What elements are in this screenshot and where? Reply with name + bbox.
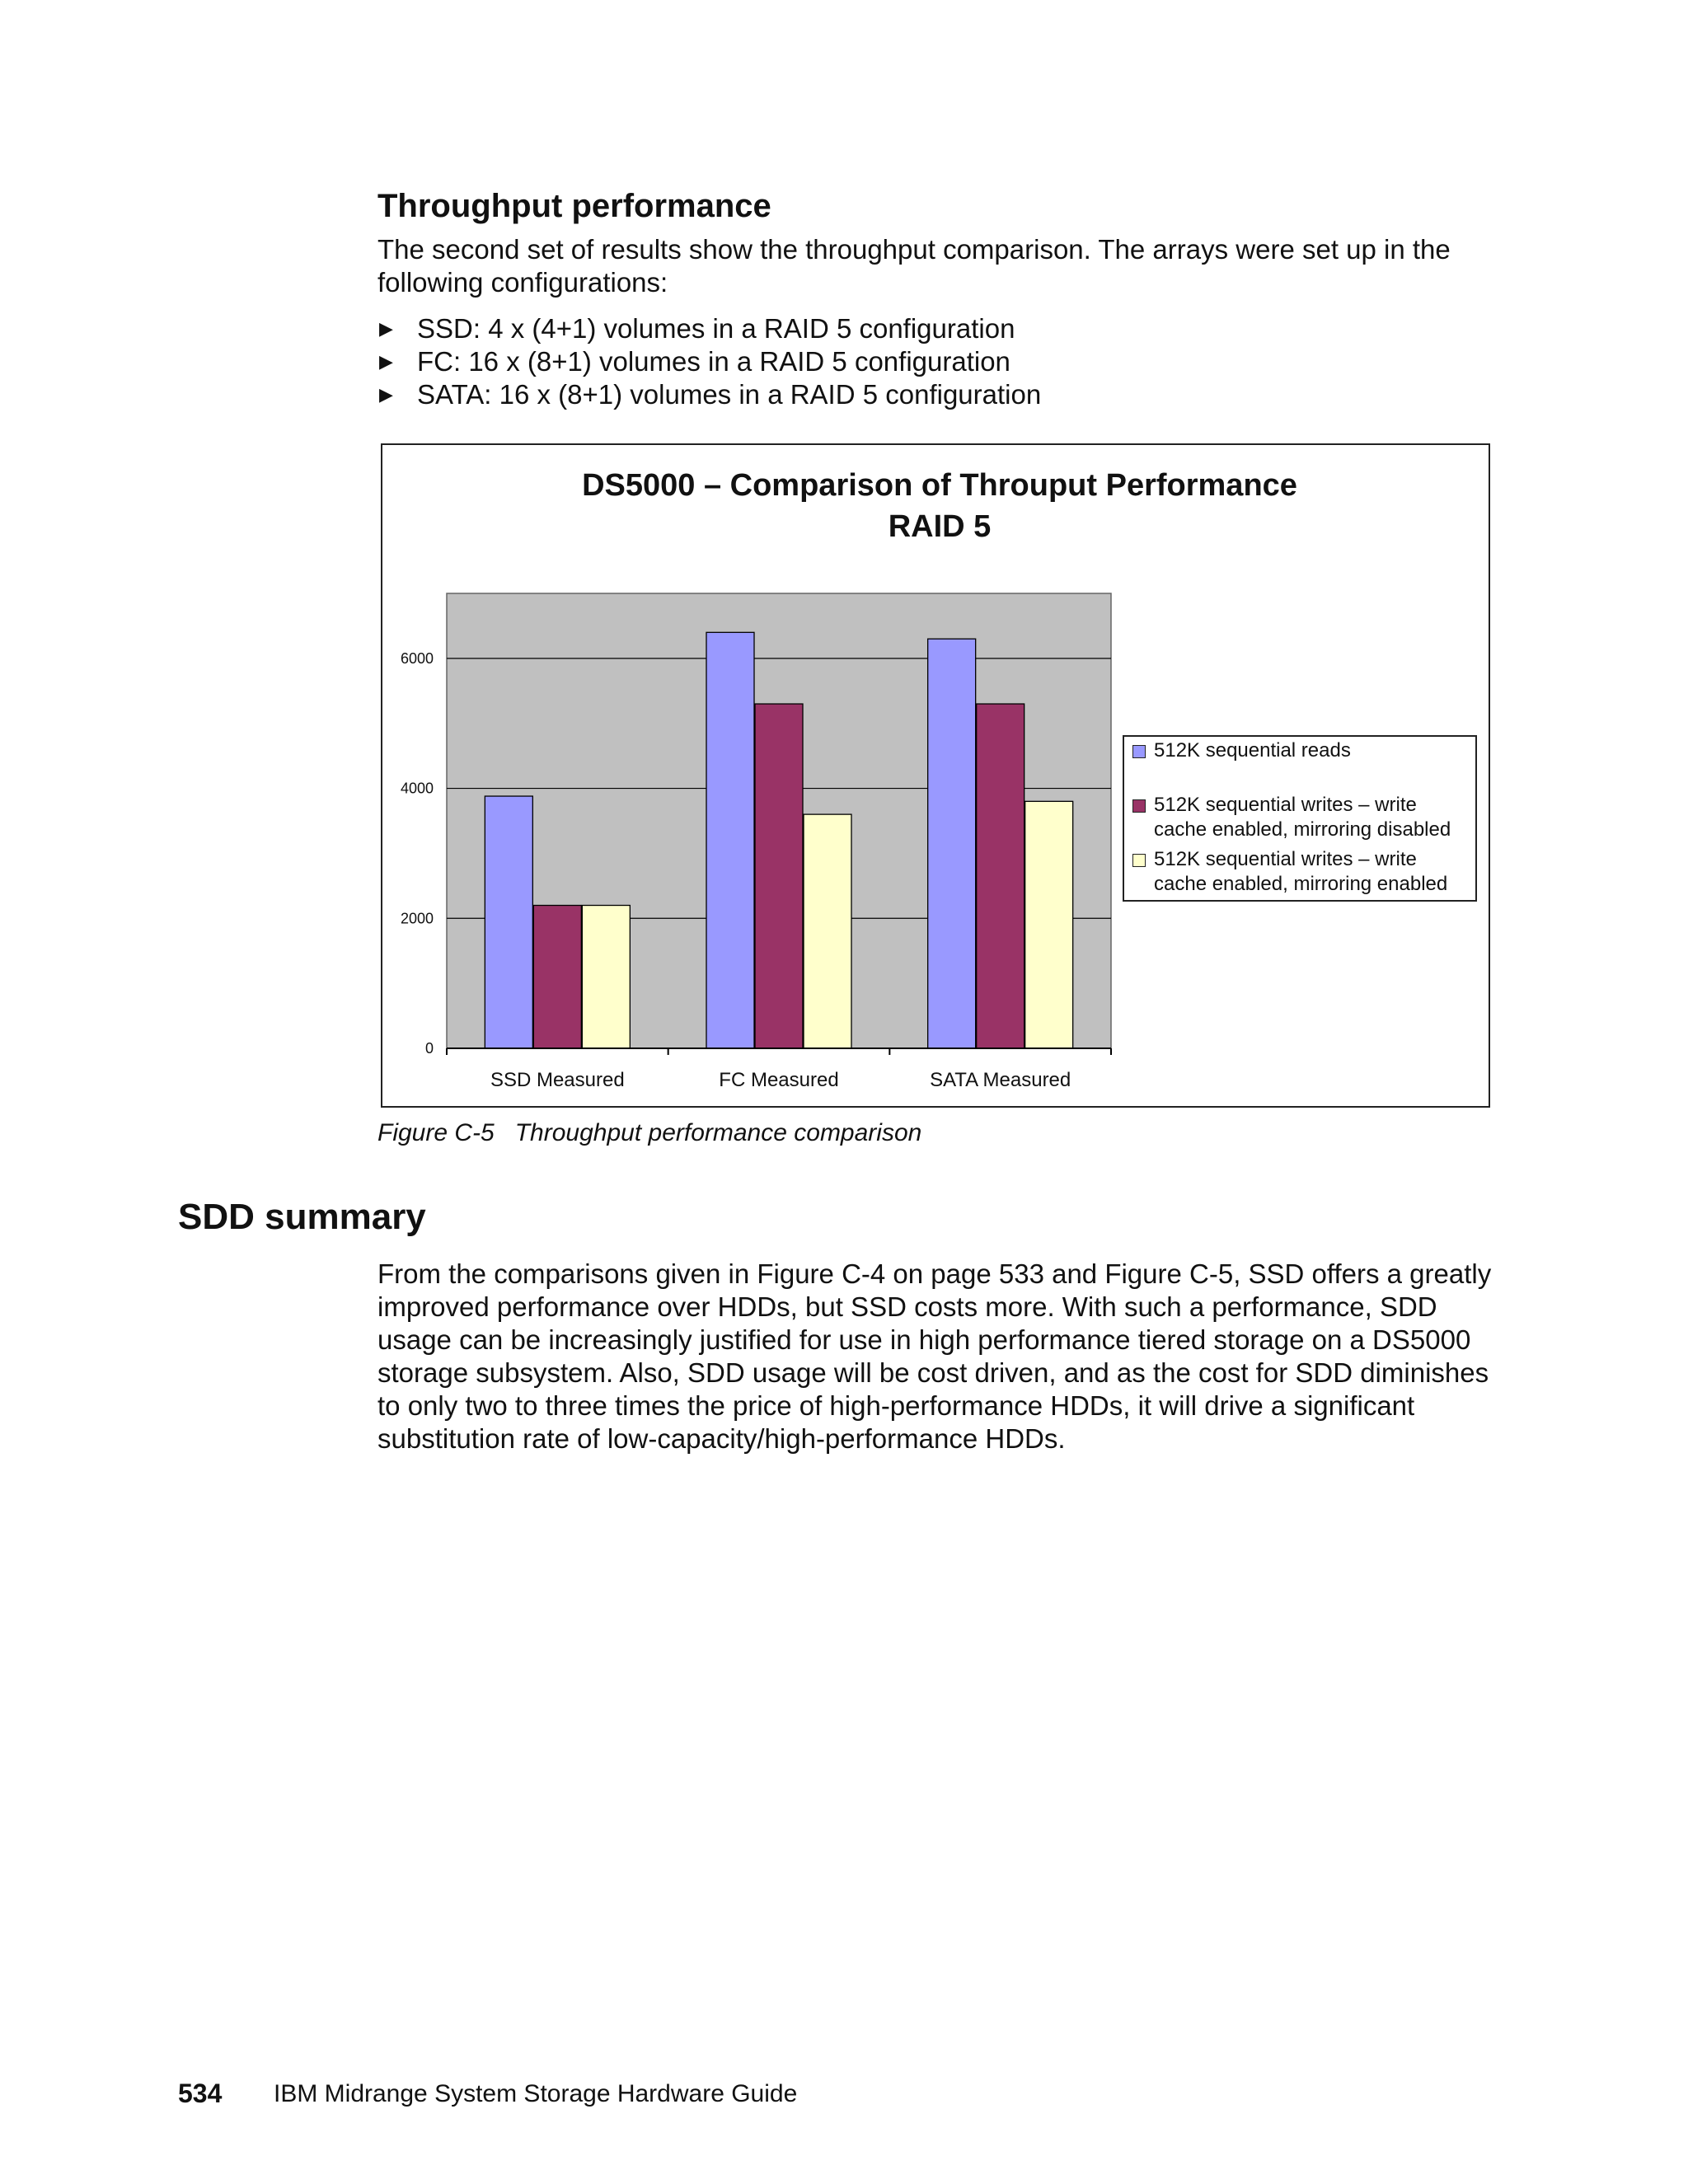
chart-legend [1123,735,1477,902]
chart-title-line-2: RAID 5 [888,509,992,544]
bullet-triangle-icon: ▶ [379,318,393,339]
legend-item [1132,793,1451,842]
bullet-item [377,378,1449,411]
book-title: IBM Midrange System Storage Hardware Guide [274,2080,798,2107]
summary-heading: SDD summary [178,1197,426,1237]
x-category-label: SSD Measured [490,1069,625,1091]
intro-line-1: The second set of results show the throughput comparison. The arrays were set up in the [377,234,1451,265]
bar [706,632,754,1048]
bar [804,814,851,1048]
legend-swatch-reads [1132,745,1146,758]
config-bullet-list [377,312,1449,411]
section-intro [377,233,1531,299]
y-tick-label: 0 [424,1040,434,1057]
x-category-label: FC Measured [719,1069,839,1091]
legend-label: 512K sequential writes – write [1154,794,1417,816]
bullet-text: SSD: 4 x (4+1) volumes in a RAID 5 configuration [417,313,1015,344]
bullet-text: FC: 16 x (8+1) volumes in a RAID 5 configuration [417,346,1010,377]
bullet-triangle-icon: ▶ [379,384,393,405]
y-tick-label: 2000 [400,910,434,927]
bullet-item [377,345,1449,378]
chart-title-line-1: DS5000 – Comparison of Throuput Performance [582,468,1297,503]
legend-swatch-writes-mirroring-disabled [1132,799,1146,813]
legend-label: 512K sequential reads [1154,739,1351,762]
axes [447,1048,1111,1055]
summary-line: storage subsystem. Also, SDD usage will be cost driven, and as the cost for SDD diminishes [377,1357,1489,1388]
summary-line: usage can be increasingly justified for use in high performance tiered storage on a DS5000 [377,1324,1471,1355]
bar [928,639,976,1048]
bullet-triangle-icon: ▶ [379,351,393,372]
bullet-item [377,312,1449,345]
bar [582,906,630,1048]
legend-swatch-writes-mirroring-enabled [1132,854,1146,867]
bar [977,704,1025,1048]
summary-line: From the comparisons given in Figure C-4 on page 533 and Figure C-5, SSD offers a greatly [377,1258,1492,1289]
y-tick-label: 6000 [400,649,434,667]
bar [1025,801,1073,1048]
x-category-label: SATA Measured [930,1069,1071,1091]
legend-item [1132,738,1351,763]
legend-item [1132,847,1447,897]
legend-label: 512K sequential writes – write [1154,848,1417,870]
bullet-text: SATA: 16 x (8+1) volumes in a RAID 5 configuration [417,379,1042,410]
summary-line: substitution rate of low-capacity/high-performance HDDs. [377,1423,1066,1454]
bar [485,796,532,1048]
y-tick-label: 4000 [400,780,434,797]
legend-label-continued: cache enabled, mirroring disabled [1154,818,1451,841]
figure-frame [381,443,1490,1108]
summary-line: to only two to three times the price of high-performance HDDs, it will drive a significant [377,1390,1415,1421]
section-heading: Throughput performance [377,188,771,224]
page-number: 534 [178,2079,223,2108]
bar [533,906,581,1048]
figure-caption-text: Throughput performance comparison [514,1119,922,1146]
summary-line: improved performance over HDDs, but SSD costs more. With such a performance, SDD [377,1291,1437,1322]
figure-label: Figure C-5 [377,1119,495,1146]
bar [755,704,803,1048]
intro-line-2: following configurations: [377,267,668,298]
figure-caption [377,1119,921,1147]
summary-paragraph [377,1258,1548,1455]
legend-label-continued: cache enabled, mirroring enabled [1154,873,1448,895]
